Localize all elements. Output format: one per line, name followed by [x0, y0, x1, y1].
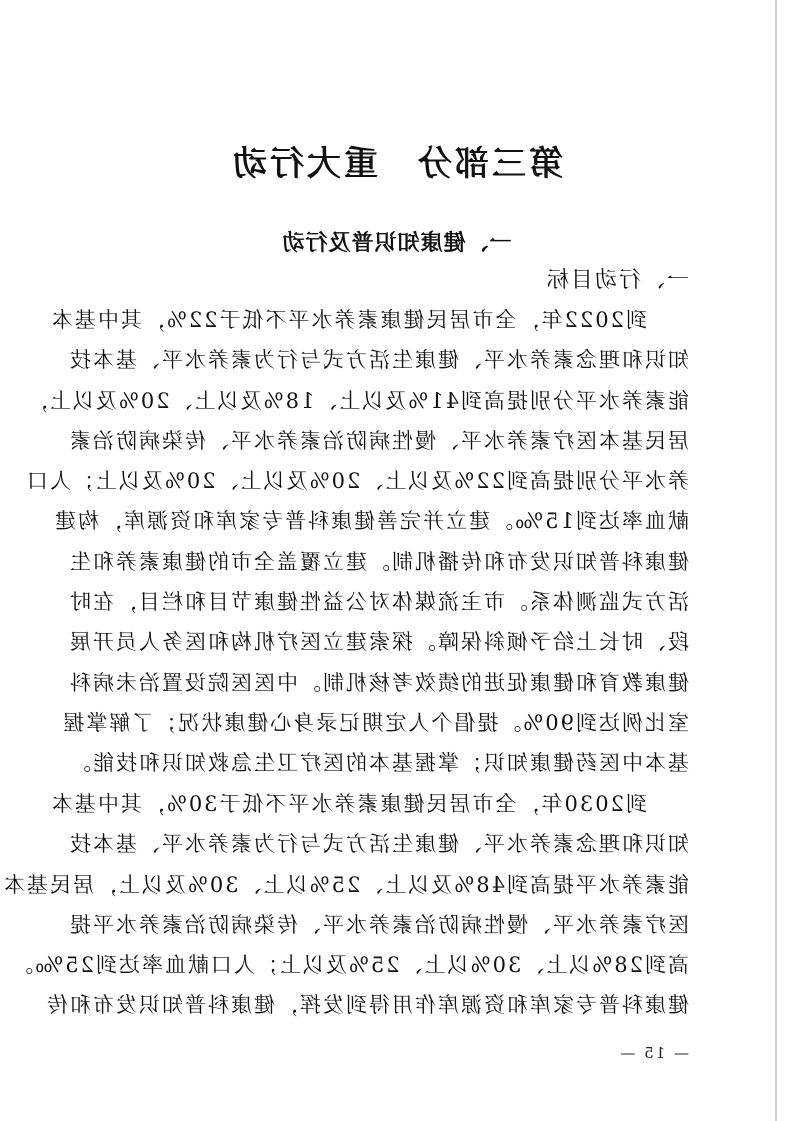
sub-title: 一、行动目标 — [544, 268, 689, 293]
text-line: 到2022年，全市居民健康素养水平不低于22%，其中基本 — [49, 308, 647, 332]
text-line: 健康科普专家库和资源库作用得到发挥，健康科普知识发布和传 — [45, 993, 689, 1018]
text-line: 到2030年，全市居民健康素养水平不低于30%，其中基本 — [49, 792, 647, 816]
text-line: 活方式监测体系。市主流媒体对公益性健康节目和栏目，在时 — [68, 590, 689, 615]
section-title: 一、健康知识普及行动 — [281, 230, 512, 256]
text-line: 知识和理念素养水平、健康生活方式与行为素养水平、基本技 — [68, 832, 689, 857]
text-line: 能素养水平提高到48%及以上、25%以上、30%及以上，居民基本 — [1, 872, 689, 897]
text-line: 室比例达到90%。提倡个人定期记录身心健康状况；了解掌握 — [61, 710, 689, 735]
part-title: 第三部分 重大行动 — [230, 144, 563, 184]
text-line: 段、时长上给予倾斜保障。探索建立医疗机构和医务人员开展 — [68, 630, 689, 655]
text-line: 居民基本医疗素养水平、慢性病防治素养水平、传染病防治素 — [68, 428, 689, 453]
text-line: 高到28%以上、30%以上、25%及以上；人口献血率达到25‰。 — [10, 953, 689, 978]
page-number: — 15 — — [618, 1044, 689, 1062]
text-line: 献血率达到15‰。建立并完善健康科普专家库和资源库，构建 — [53, 509, 689, 534]
text-line: 医疗素养水平、慢性病防治素养水平、传染病防治素养水平提 — [68, 912, 689, 937]
text-line: 知识和理念素养水平、健康生活方式与行为素养水平、基本技 — [68, 348, 689, 373]
text-line: 健康科普知识发布和传播机制。建立覆盖全市的健康素养和生 — [68, 549, 689, 574]
text-line: 能素养水平分别提高到41%及以上、18%及以上、20%及以上， — [24, 388, 689, 413]
text-line: 基本中医药健康知识；掌握基本的医疗卫生急救知识和技能。 — [68, 751, 689, 776]
paragraph-2 — [1, 784, 689, 1026]
text-line: 健康教育和健康促进的绩效考核机制。中医医院设置治未病科 — [68, 670, 689, 695]
text-line: 养水平分别提高到22%及以上、20%及以上、20%及以上；人口 — [24, 469, 689, 494]
paragraph-1 — [24, 300, 689, 784]
